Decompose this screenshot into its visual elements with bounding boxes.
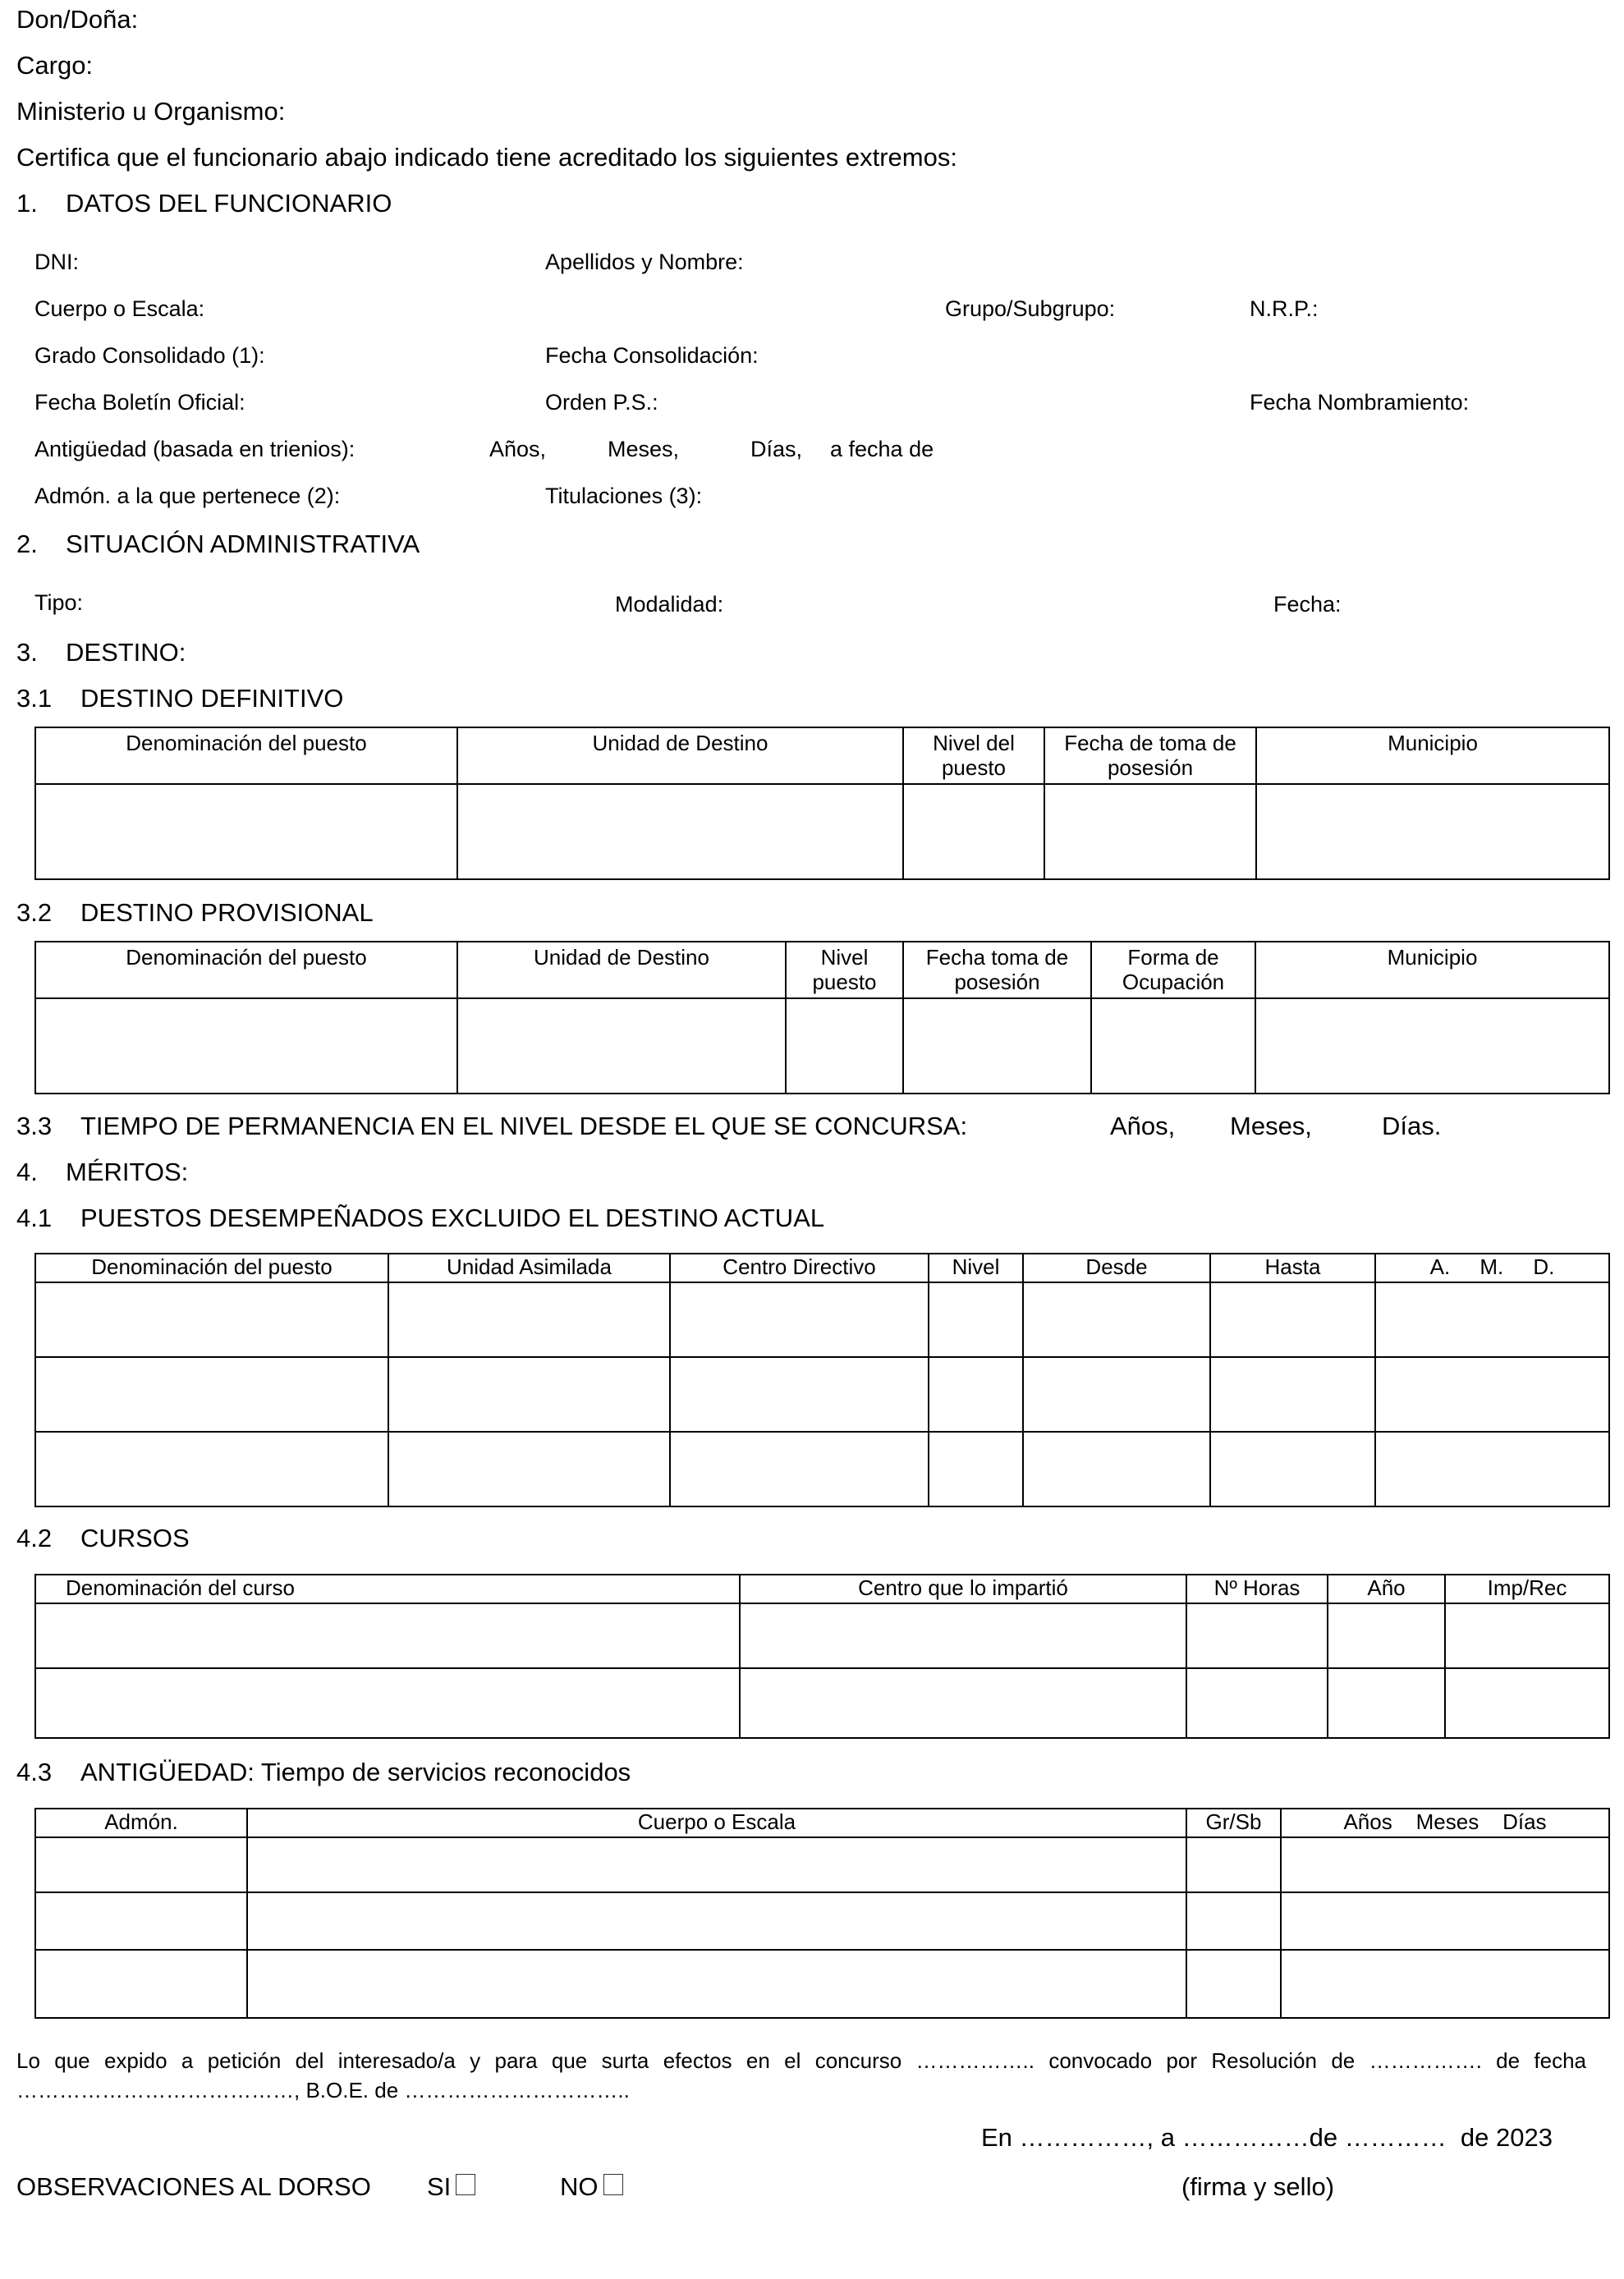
cell[interactable]: [1256, 784, 1609, 879]
section-2-heading: [16, 531, 420, 557]
cell[interactable]: [903, 784, 1044, 879]
dni-label: DNI:: [34, 250, 79, 274]
admon-label: Admón. a la que pertenece (2):: [34, 484, 341, 508]
header-amd: A. M. D.: [1375, 1254, 1609, 1282]
cell[interactable]: [929, 1282, 1023, 1357]
section-4-3-heading: [16, 1759, 631, 1785]
modalidad-label: Modalidad:: [615, 592, 724, 617]
tipo-label: Tipo:: [34, 590, 84, 615]
header-nivel: Nivel del puesto: [903, 727, 1044, 784]
header-cuerpo-escala: Cuerpo o Escala: [247, 1809, 1186, 1837]
section-3-2-title: DESTINO PROVISIONAL: [80, 898, 374, 927]
table-row: [35, 1432, 1609, 1506]
permanencia-anos-label: Años,: [1110, 1112, 1176, 1140]
no-checkbox[interactable]: [603, 2174, 623, 2195]
cell[interactable]: [1375, 1357, 1609, 1432]
section-1-number: 1.: [16, 189, 38, 218]
header-unidad-destino: Unidad de Destino: [457, 727, 903, 784]
antiguedad-a-fecha-label: a fecha de: [830, 437, 934, 461]
header-anos-meses-dias: Años Meses Días: [1281, 1809, 1609, 1837]
cell[interactable]: [1255, 998, 1609, 1094]
cell[interactable]: [35, 784, 457, 879]
section-3-3-heading: [16, 1113, 967, 1139]
antiguedad-anos-label: Años,: [489, 437, 547, 461]
section-3-heading: [16, 640, 186, 665]
section-4-3-title: ANTIGÜEDAD: Tiempo de servicios reconocidos: [80, 1758, 631, 1786]
header-denominacion-curso: Denominación del curso: [35, 1575, 740, 1603]
cell[interactable]: [1445, 1668, 1609, 1738]
cell[interactable]: [1328, 1668, 1445, 1738]
cell[interactable]: [1281, 1837, 1609, 1892]
section-3-title: DESTINO:: [66, 638, 186, 667]
cell[interactable]: [1281, 1892, 1609, 1950]
cell[interactable]: [670, 1357, 929, 1432]
cell[interactable]: [35, 1282, 388, 1357]
certifica-text: Certifica que el funcionario abajo indicado tiene acreditado los siguientes extremos:: [16, 143, 957, 172]
table-row: [35, 1357, 1609, 1432]
cell[interactable]: [1375, 1282, 1609, 1357]
cell[interactable]: [1023, 1282, 1210, 1357]
cell[interactable]: [457, 998, 786, 1094]
section-3-3-title: TIEMPO DE PERMANENCIA EN EL NIVEL DESDE EL QUE SE CONCURSA:: [80, 1112, 968, 1140]
no-label: NO: [560, 2172, 599, 2201]
cell[interactable]: [247, 1837, 1186, 1892]
don-label: Don/Doña:: [16, 5, 139, 34]
cell[interactable]: [1186, 1837, 1281, 1892]
titulaciones-label: Titulaciones (3):: [545, 484, 703, 508]
section-1-heading: [16, 190, 392, 216]
cell[interactable]: [929, 1432, 1023, 1506]
section-3-1-title: DESTINO DEFINITIVO: [80, 684, 344, 713]
nrp-label: N.R.P.:: [1250, 296, 1319, 321]
header-centro-directivo: Centro Directivo: [670, 1254, 929, 1282]
antiguedad-label: Antigüedad (basada en trienios):: [34, 437, 356, 461]
table-row: [35, 1892, 1609, 1950]
cell[interactable]: [35, 998, 457, 1094]
section-2-number: 2.: [16, 530, 38, 558]
grado-label: Grado Consolidado (1):: [34, 343, 265, 368]
cargo-label: Cargo:: [16, 51, 94, 80]
cell[interactable]: [1445, 1603, 1609, 1668]
cell[interactable]: [35, 1892, 247, 1950]
cell[interactable]: [1281, 1950, 1609, 2018]
cell[interactable]: [1210, 1432, 1375, 1506]
cell[interactable]: [35, 1357, 388, 1432]
table-row: [35, 1603, 1609, 1668]
destino-provisional-table: [34, 941, 1610, 1094]
header-denominacion: Denominación del puesto: [35, 1254, 388, 1282]
cell[interactable]: [1186, 1603, 1328, 1668]
table-row: [35, 1668, 1609, 1738]
cell[interactable]: [1375, 1432, 1609, 1506]
section-3-number: 3.: [16, 638, 38, 667]
cell[interactable]: [35, 1837, 247, 1892]
header-unidad-destino: Unidad de Destino: [457, 942, 786, 998]
cell[interactable]: [247, 1950, 1186, 2018]
section-3-1-heading: [16, 686, 343, 711]
permanencia-meses-label: Meses,: [1230, 1112, 1312, 1140]
header-forma-ocupacion: Forma de Ocupación: [1091, 942, 1255, 998]
cell[interactable]: [903, 998, 1091, 1094]
cell[interactable]: [35, 1603, 740, 1668]
cell[interactable]: [1186, 1950, 1281, 2018]
section-4-heading: [16, 1159, 188, 1185]
ministerio-label: Ministerio u Organismo:: [16, 97, 286, 126]
lugar-fecha-text: En ……………, a ……………de ………… de 2023: [981, 2123, 1553, 2152]
cell[interactable]: [670, 1282, 929, 1357]
cell[interactable]: [1210, 1282, 1375, 1357]
section-1-title: DATOS DEL FUNCIONARIO: [66, 189, 392, 218]
section-4-2-title: CURSOS: [80, 1524, 190, 1552]
apellidos-label: Apellidos y Nombre:: [545, 250, 744, 274]
cell[interactable]: [1091, 998, 1255, 1094]
cell[interactable]: [740, 1603, 1186, 1668]
permanencia-dias-label: Días.: [1382, 1112, 1442, 1140]
cell[interactable]: [670, 1432, 929, 1506]
si-checkbox[interactable]: [456, 2174, 475, 2195]
expido-text: Lo que expido a petición del interesado/a y para que surta efectos en el concurso …………….. convocado por Resolución de ……………. de fecha …………………………………, B.O.E. de …………………………..: [16, 2048, 1586, 2102]
header-municipio: Municipio: [1256, 727, 1609, 784]
observaciones-label: OBSERVACIONES AL DORSO: [16, 2172, 371, 2201]
cell[interactable]: [1210, 1357, 1375, 1432]
si-label: SI: [427, 2172, 452, 2201]
header-gr-sb: Gr/Sb: [1186, 1809, 1281, 1837]
cell[interactable]: [388, 1432, 670, 1506]
header-desde: Desde: [1023, 1254, 1210, 1282]
header-admon: Admón.: [35, 1809, 247, 1837]
table-row: [35, 1950, 1609, 2018]
cell[interactable]: [1023, 1432, 1210, 1506]
cursos-table: [34, 1574, 1610, 1739]
cell[interactable]: [1044, 784, 1256, 879]
cell[interactable]: [247, 1892, 1186, 1950]
cell[interactable]: [786, 998, 903, 1094]
cuerpo-label: Cuerpo o Escala:: [34, 296, 205, 321]
section-4-2-number: 4.2: [16, 1524, 53, 1552]
section-4-number: 4.: [16, 1158, 38, 1186]
header-unidad-asimilada: Unidad Asimilada: [388, 1254, 670, 1282]
orden-ps-label: Orden P.S.:: [545, 390, 658, 415]
section-4-title: MÉRITOS:: [66, 1158, 189, 1186]
puestos-desempenados-table: [34, 1253, 1610, 1507]
destino-definitivo-table: [34, 727, 1610, 880]
section-4-1-number: 4.1: [16, 1204, 53, 1232]
fecha-consolidacion-label: Fecha Consolidación:: [545, 343, 759, 368]
header-horas: Nº Horas: [1186, 1575, 1328, 1603]
table-row: [35, 1837, 1609, 1892]
section-3-2-number: 3.2: [16, 898, 53, 927]
cell[interactable]: [388, 1282, 670, 1357]
header-fecha-toma: Fecha de toma de posesión: [1044, 727, 1256, 784]
firma-sello-label: (firma y sello): [1181, 2172, 1335, 2201]
section-4-3-number: 4.3: [16, 1758, 53, 1786]
header-imp-rec: Imp/Rec: [1445, 1575, 1609, 1603]
table-row: [35, 784, 1609, 879]
cell[interactable]: [388, 1357, 670, 1432]
no-option[interactable]: [560, 2174, 623, 2199]
antiguedad-servicios-table: [34, 1808, 1610, 2019]
header-centro-impartio: Centro que lo impartió: [740, 1575, 1186, 1603]
section-2-title: SITUACIÓN ADMINISTRATIVA: [66, 530, 420, 558]
header-nivel: Nivel puesto: [786, 942, 903, 998]
header-nivel: Nivel: [929, 1254, 1023, 1282]
section-3-1-number: 3.1: [16, 684, 53, 713]
section-4-1-heading: [16, 1205, 824, 1231]
si-option[interactable]: [427, 2174, 475, 2199]
cell[interactable]: [1328, 1603, 1445, 1668]
grupo-label: Grupo/Subgrupo:: [945, 296, 1116, 321]
table-row: [35, 998, 1609, 1094]
cell[interactable]: [35, 1668, 740, 1738]
fecha-situacion-label: Fecha:: [1273, 592, 1342, 617]
header-hasta: Hasta: [1210, 1254, 1375, 1282]
cell[interactable]: [740, 1668, 1186, 1738]
cell[interactable]: [35, 1432, 388, 1506]
antiguedad-dias-label: Días,: [750, 437, 803, 461]
table-row: [35, 1282, 1609, 1357]
header-municipio: Municipio: [1255, 942, 1609, 998]
header-fecha-toma: Fecha toma de posesión: [903, 942, 1091, 998]
header-ano: Año: [1328, 1575, 1445, 1603]
cell[interactable]: [35, 1950, 247, 2018]
cell[interactable]: [1023, 1357, 1210, 1432]
antiguedad-meses-label: Meses,: [608, 437, 680, 461]
section-3-3-number: 3.3: [16, 1112, 53, 1140]
cell[interactable]: [457, 784, 903, 879]
section-3-2-heading: [16, 900, 374, 925]
section-4-2-heading: [16, 1525, 190, 1551]
cell[interactable]: [1186, 1668, 1328, 1738]
fecha-nombramiento-label: Fecha Nombramiento:: [1250, 390, 1470, 415]
header-denominacion: Denominación del puesto: [35, 942, 457, 998]
section-4-1-title: PUESTOS DESEMPEÑADOS EXCLUIDO EL DESTINO ACTUAL: [80, 1204, 825, 1232]
cell[interactable]: [1186, 1892, 1281, 1950]
header-denominacion: Denominación del puesto: [35, 727, 457, 784]
fecha-boletin-label: Fecha Boletín Oficial:: [34, 390, 245, 415]
cell[interactable]: [929, 1357, 1023, 1432]
